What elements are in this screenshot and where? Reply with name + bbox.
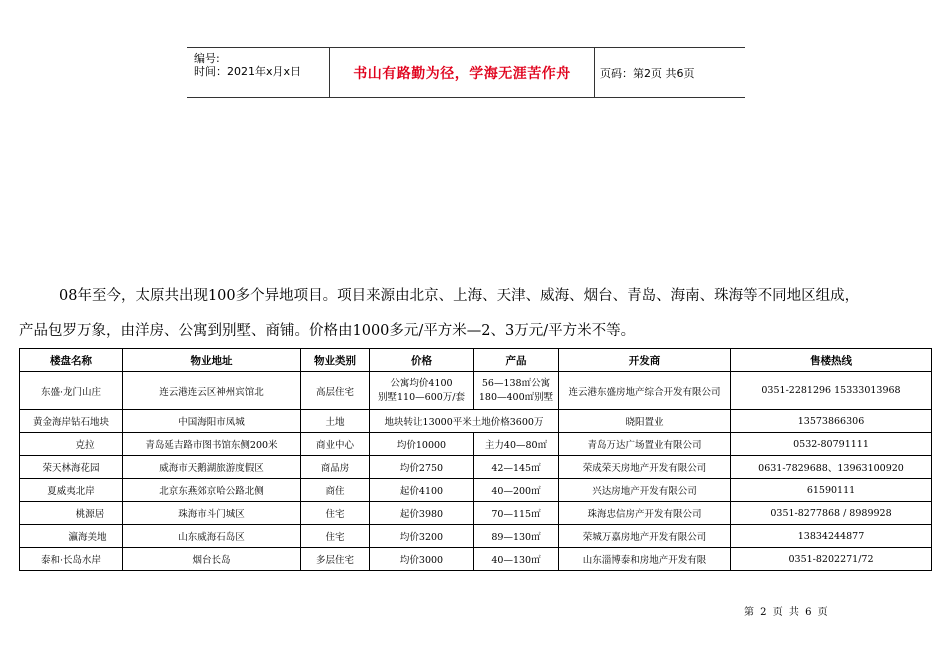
cell-name: 泰和·长岛水岸 — [20, 548, 123, 571]
cell-developer: 晓阳置业 — [559, 410, 731, 433]
table-row — [20, 525, 932, 548]
page-footer: 第 2 页 共 6 页 — [744, 607, 828, 618]
cell-name: 荣天林海花园 — [20, 456, 123, 479]
cell-category: 土地 — [301, 410, 370, 433]
cell-developer: 兴达房地产开发有限公司 — [559, 479, 731, 502]
cell-category: 商住 — [301, 479, 370, 502]
cell-price — [370, 372, 474, 410]
cell-name: 夏威夷北岸 — [20, 479, 123, 502]
cell-hotline: 0351-8277868 / 8989928 — [731, 502, 932, 525]
cell-developer: 荣成荣天房地产开发有限公司 — [559, 456, 731, 479]
intro-paragraph-line2: 产品包罗万象，由洋房、公寓到别墅、商铺。价格由1000多元/平方米—2、3万元/平方米不等。 — [19, 323, 636, 339]
cell-product: 70—115㎡ — [474, 502, 559, 525]
cell-name: 桃源居 — [20, 502, 123, 525]
cell-hotline: 0631-7829688、13963100920 — [731, 456, 932, 479]
cell-hotline: 0351-2281296 15333013968 — [731, 372, 932, 410]
header-motto — [330, 48, 595, 97]
cell-address: 珠海市斗门城区 — [123, 502, 301, 525]
cell-hotline: 13573866306 — [731, 410, 932, 433]
cell-address: 连云港连云区神州宾馆北 — [123, 372, 301, 410]
cell-hotline: 0532-80791111 — [731, 433, 932, 456]
page-header — [187, 47, 745, 98]
col-header-address: 物业地址 — [123, 349, 301, 372]
table-row — [20, 502, 932, 525]
cell-product: 40—200㎡ — [474, 479, 559, 502]
cell-address: 威海市天鹅湖旅游度假区 — [123, 456, 301, 479]
cell-price: 均价2750 — [370, 456, 474, 479]
table-row — [20, 456, 932, 479]
cell-product: 89—130㎡ — [474, 525, 559, 548]
col-header-product: 产品 — [474, 349, 559, 372]
intro-paragraph-line1: 08年至今，太原共出现100多个异地项目。项目来源由北京、上海、天津、威海、烟台、青岛、海南、珠海等不同地区组成， — [59, 288, 860, 304]
cell-address: 青岛延吉路市图书馆东侧200米 — [123, 433, 301, 456]
cell-price: 均价10000 — [370, 433, 474, 456]
price-line: 公寓均价4100 — [390, 377, 453, 389]
cell-address: 北京东燕郊京哈公路北侧 — [123, 479, 301, 502]
col-header-name: 楼盘名称 — [20, 349, 123, 372]
cell-developer: 连云港东盛房地产综合开发有限公司 — [559, 372, 731, 410]
col-header-developer: 开发商 — [559, 349, 731, 372]
cell-price-product: 地块转让13000平米土地价格3600万 — [370, 410, 559, 433]
projects-table — [19, 348, 932, 571]
col-header-category: 物业类别 — [301, 349, 370, 372]
table-row — [20, 548, 932, 571]
cell-address: 烟台长岛 — [123, 548, 301, 571]
col-header-hotline: 售楼热线 — [731, 349, 932, 372]
cell-category: 多层住宅 — [301, 548, 370, 571]
table-header-row — [20, 349, 932, 372]
header-meta — [187, 48, 330, 97]
cell-name: 东盛·龙门山庄 — [20, 372, 123, 410]
cell-address: 中国海阳市凤城 — [123, 410, 301, 433]
cell-name: 克拉 — [20, 433, 123, 456]
cell-price: 均价3000 — [370, 548, 474, 571]
col-header-price: 价格 — [370, 349, 474, 372]
table-row — [20, 410, 932, 433]
cell-price: 均价3200 — [370, 525, 474, 548]
cell-developer: 荣城万嘉房地产开发有限公司 — [559, 525, 731, 548]
cell-name: 瀛海美地 — [20, 525, 123, 548]
cell-product: 主力40—80㎡ — [474, 433, 559, 456]
cell-product: 40—130㎡ — [474, 548, 559, 571]
cell-category: 住宅 — [301, 502, 370, 525]
cell-product: 42—145㎡ — [474, 456, 559, 479]
price-line: 别墅110—600万/套 — [378, 391, 465, 403]
cell-address: 山东威海石岛区 — [123, 525, 301, 548]
motto-text: 书山有路勤为径，学海无涯苦作舟 — [353, 65, 571, 82]
cell-category: 高层住宅 — [301, 372, 370, 410]
number-label: 编号: — [194, 52, 220, 65]
cell-price: 起价3980 — [370, 502, 474, 525]
cell-developer: 山东淄博泰和房地产开发有限 — [559, 548, 731, 571]
cell-hotline: 13834244877 — [731, 525, 932, 548]
page-code: 页码：第2页 共6页 — [600, 66, 695, 80]
cell-developer: 珠海忠信房产开发有限公司 — [559, 502, 731, 525]
cell-developer: 青岛万达广场置业有限公司 — [559, 433, 731, 456]
cell-price: 起价4100 — [370, 479, 474, 502]
cell-hotline: 61590111 — [731, 479, 932, 502]
product-line: 180—400㎡别墅 — [478, 391, 554, 403]
cell-category: 商品房 — [301, 456, 370, 479]
cell-product — [474, 372, 559, 410]
table-row — [20, 372, 932, 410]
table-row — [20, 433, 932, 456]
cell-category: 商业中心 — [301, 433, 370, 456]
table-row — [20, 479, 932, 502]
time-label: 时间：2021年x月x日 — [194, 65, 302, 78]
cell-hotline: 0351-8202271/72 — [731, 548, 932, 571]
product-line: 56—138㎡公寓 — [481, 377, 551, 389]
cell-name: 黄金海岸钻石地块 — [20, 410, 123, 433]
cell-category: 住宅 — [301, 525, 370, 548]
